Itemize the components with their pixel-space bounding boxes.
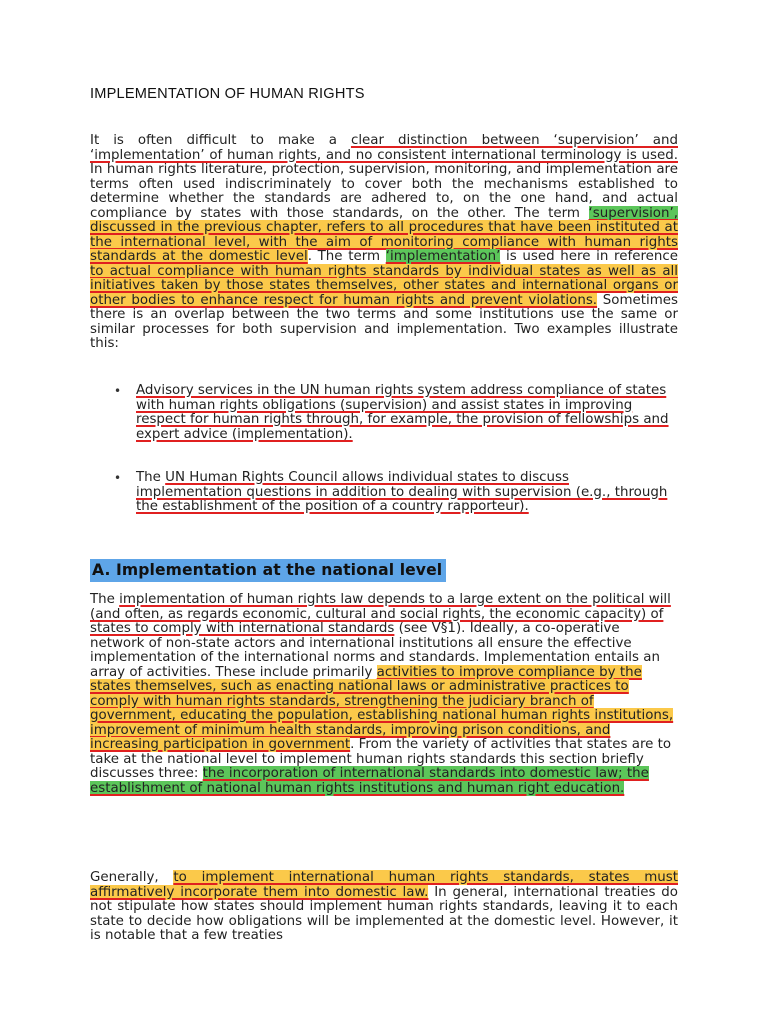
national-underlined-1: implementation of human rights law depends to a large extent on the political will (and often, as regards economic, cultural and social rights, the economic capacity) of states to comply with international standards bbox=[90, 592, 671, 636]
intro-underlined-1: clear distinction between ‘supervision’ and ‘implementation’ of human rights, and no consistent international terminology is used. bbox=[90, 133, 678, 163]
section-heading: A. Implementation at the national level bbox=[90, 559, 446, 582]
document-title: IMPLEMENTATION OF HUMAN RIGHTS bbox=[90, 86, 365, 102]
bullet-marker: • bbox=[114, 384, 122, 398]
paragraph-national-level bbox=[90, 593, 678, 796]
generally-text-1: Generally, bbox=[90, 870, 174, 885]
generally-highlight: to implement international human rights standards, states must affirmatively incorporate them into domestic law. bbox=[90, 870, 678, 900]
intro-text-2: In human rights literature, protection, supervision, monitoring, and implementation are terms often used indiscriminately to cover both the mechanisms established to determine whether the standards are adhered to, on the one hand, and actual compliance by states with those standards, on the other. The term bbox=[90, 162, 678, 221]
intro-text-1: It is often difficult to make a bbox=[90, 133, 351, 148]
national-text-2: (see V§1). Ideally, a co-operative network of non-state actors and international institutions all ensure the effective implementation of the international norms and standards. Implementation entails an array of activities. These include primarily bbox=[90, 621, 660, 680]
intro-text-4: is used here in reference bbox=[500, 249, 678, 264]
intro-highlight-2: to actual compliance with human rights standards by individual states as well as all initiatives taken by those states themselves, other states and international organs or other bodies to enhance respect for human rights and prevent violations. bbox=[90, 263, 678, 308]
national-highlight-three: the incorporation of international standards into domestic law; the establishment of national human rights institutions and human right education. bbox=[90, 766, 649, 796]
bullet-item bbox=[136, 384, 676, 442]
bullet-item bbox=[136, 471, 676, 515]
intro-text-5: Sometimes there is an overlap between the two terms and some institutions use the same or similar processes for both supervision and implementation. Two examples illustrate this: bbox=[90, 292, 678, 351]
national-text-1: The bbox=[90, 592, 120, 607]
bullet-text-underlined: UN Human Rights Council allows individual states to discuss implementation questions in addition to dealing with supervision (e.g., through the establishment of the position of a country rapporteur). bbox=[136, 470, 668, 514]
paragraph-intro bbox=[90, 134, 678, 352]
bullet-text-underlined: Advisory services in the UN human rights system address compliance of states with human rights obligations (supervision) and assist states in improving respect for human rights through, for example, the provision of fellowships and expert advice (implementation). bbox=[136, 383, 669, 442]
national-text-3: . From the variety of activities that states are to take at the national level to implement human rights standards this section briefly discusses three: bbox=[90, 737, 672, 781]
bullet-marker: • bbox=[114, 471, 122, 485]
bullet-text-plain: The bbox=[136, 470, 166, 485]
generally-text-2: In general, international treaties do not stipulate how states should implement human rights standards, leaving it to each state to decide how obligations will be implemented at the domestic level. However, it is notable that a few treaties bbox=[90, 884, 678, 943]
intro-highlight-supervision: ‘supervision’, bbox=[588, 205, 678, 221]
paragraph-generally bbox=[90, 871, 678, 944]
intro-text-3: . The term bbox=[307, 249, 386, 264]
intro-highlight-1: discussed in the previous chapter, refers to all procedures that have been instituted at the international level, with the aim of monitoring compliance with human rights standards at the domestic level bbox=[90, 220, 678, 264]
intro-highlight-implementation: ‘implementation’ bbox=[385, 249, 501, 264]
national-highlight-activities: activities to improve compliance by the states themselves, such as enacting national laws or administrative practices to comply with human rights standards, strengthening the judiciary branch of government, educating the population, establishing national human rights institutions, improvement of minimum health standards, improving prison conditions, and increasing participation in government bbox=[90, 664, 674, 752]
